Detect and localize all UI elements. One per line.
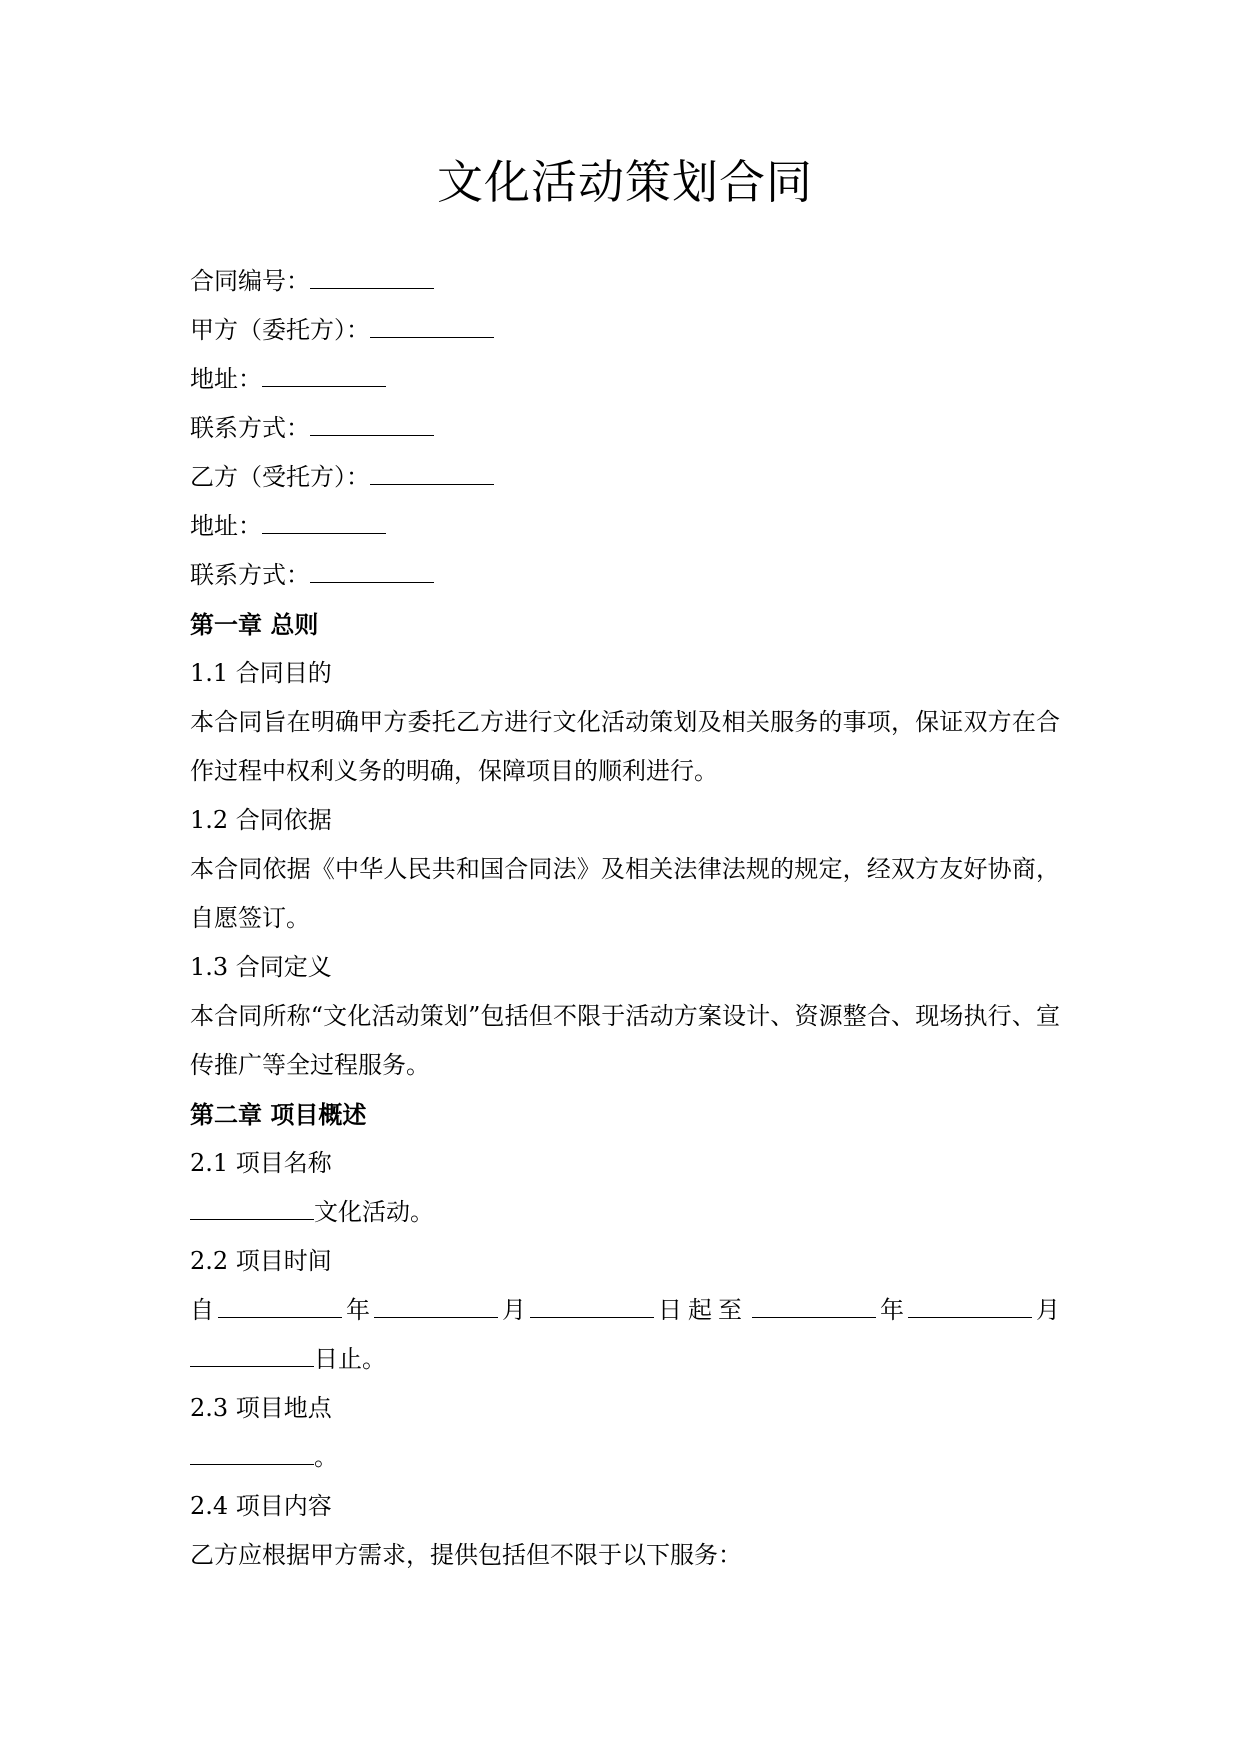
field-label: 联系方式：: [190, 414, 310, 442]
section-1-3-text: 本合同所称“文化活动策划”包括但不限于活动方案设计、资源整合、现场执行、宣传推广等全过程服务。: [190, 1002, 1060, 1079]
chapter-2-heading: 第二章 项目概述: [190, 1100, 367, 1129]
section-2-1-heading: 2.1 项目名称: [190, 1149, 332, 1177]
blank-line: [374, 1295, 498, 1318]
document-body: [190, 257, 1060, 1580]
field-label: 地址：: [190, 365, 262, 393]
blank-line: [370, 315, 494, 338]
section-1-2-text: 本合同依据《中华人民共和国合同法》及相关法律法规的规定，经双方友好协商，自愿签订。: [190, 855, 1060, 932]
blank-line: [218, 1295, 342, 1318]
blank-line: [262, 511, 386, 534]
document-title: 文化活动策划合同: [437, 155, 813, 209]
field-party-b-contact: [190, 551, 1060, 600]
field-party-b: [190, 453, 1060, 502]
field-party-b-address: [190, 502, 1060, 551]
blank-line: [310, 560, 434, 583]
section-1-1-text: 本合同旨在明确甲方委托乙方进行文化活动策划及相关服务的事项，保证双方在合作过程中权利义务的明确，保障项目的顺利进行。: [190, 708, 1060, 785]
project-time-row: [190, 1286, 1060, 1335]
field-label: 乙方（受托方）：: [190, 463, 370, 491]
blank-line: [752, 1295, 876, 1318]
date-from-label: 自: [190, 1296, 214, 1324]
blank-line: [190, 1442, 314, 1465]
chapter-1-heading: 第一章 总则: [190, 610, 319, 639]
date-end-label: 日止。: [314, 1345, 386, 1373]
project-name-suffix: 文化活动。: [314, 1198, 434, 1226]
date-month-label: 月: [502, 1296, 526, 1324]
section-2-4-heading: 2.4 项目内容: [190, 1492, 332, 1520]
blank-line: [310, 413, 434, 436]
section-2-4-text: 乙方应根据甲方需求，提供包括但不限于以下服务：: [190, 1541, 742, 1569]
blank-line: [530, 1295, 654, 1318]
project-location-suffix: 。: [314, 1443, 338, 1471]
blank-line: [262, 364, 386, 387]
date-year-label: 年: [346, 1296, 370, 1324]
blank-line: [908, 1295, 1032, 1318]
date-year2-label: 年: [880, 1296, 904, 1324]
field-label: 联系方式：: [190, 561, 310, 589]
section-2-1-value: [190, 1188, 1060, 1237]
blank-line: [310, 266, 434, 289]
date-day-to-label: 日起至: [658, 1296, 748, 1324]
section-1-2-heading: 1.2 合同依据: [190, 806, 332, 834]
project-time-end-row: [190, 1335, 1060, 1384]
blank-line: [370, 462, 494, 485]
field-party-a-address: [190, 355, 1060, 404]
blank-line: [190, 1197, 314, 1220]
field-label: 合同编号：: [190, 267, 310, 295]
field-contract-number: [190, 257, 1060, 306]
blank-line: [190, 1344, 314, 1367]
section-2-2-heading: 2.2 项目时间: [190, 1247, 332, 1275]
section-2-3-value: [190, 1433, 1060, 1482]
field-party-a: [190, 306, 1060, 355]
section-2-3-heading: 2.3 项目地点: [190, 1394, 332, 1422]
section-1-1-heading: 1.1 合同目的: [190, 659, 332, 687]
section-1-3-heading: 1.3 合同定义: [190, 953, 332, 981]
date-month2-label: 月: [1036, 1296, 1060, 1324]
field-label: 甲方（委托方）：: [190, 316, 370, 344]
field-party-a-contact: [190, 404, 1060, 453]
field-label: 地址：: [190, 512, 262, 540]
